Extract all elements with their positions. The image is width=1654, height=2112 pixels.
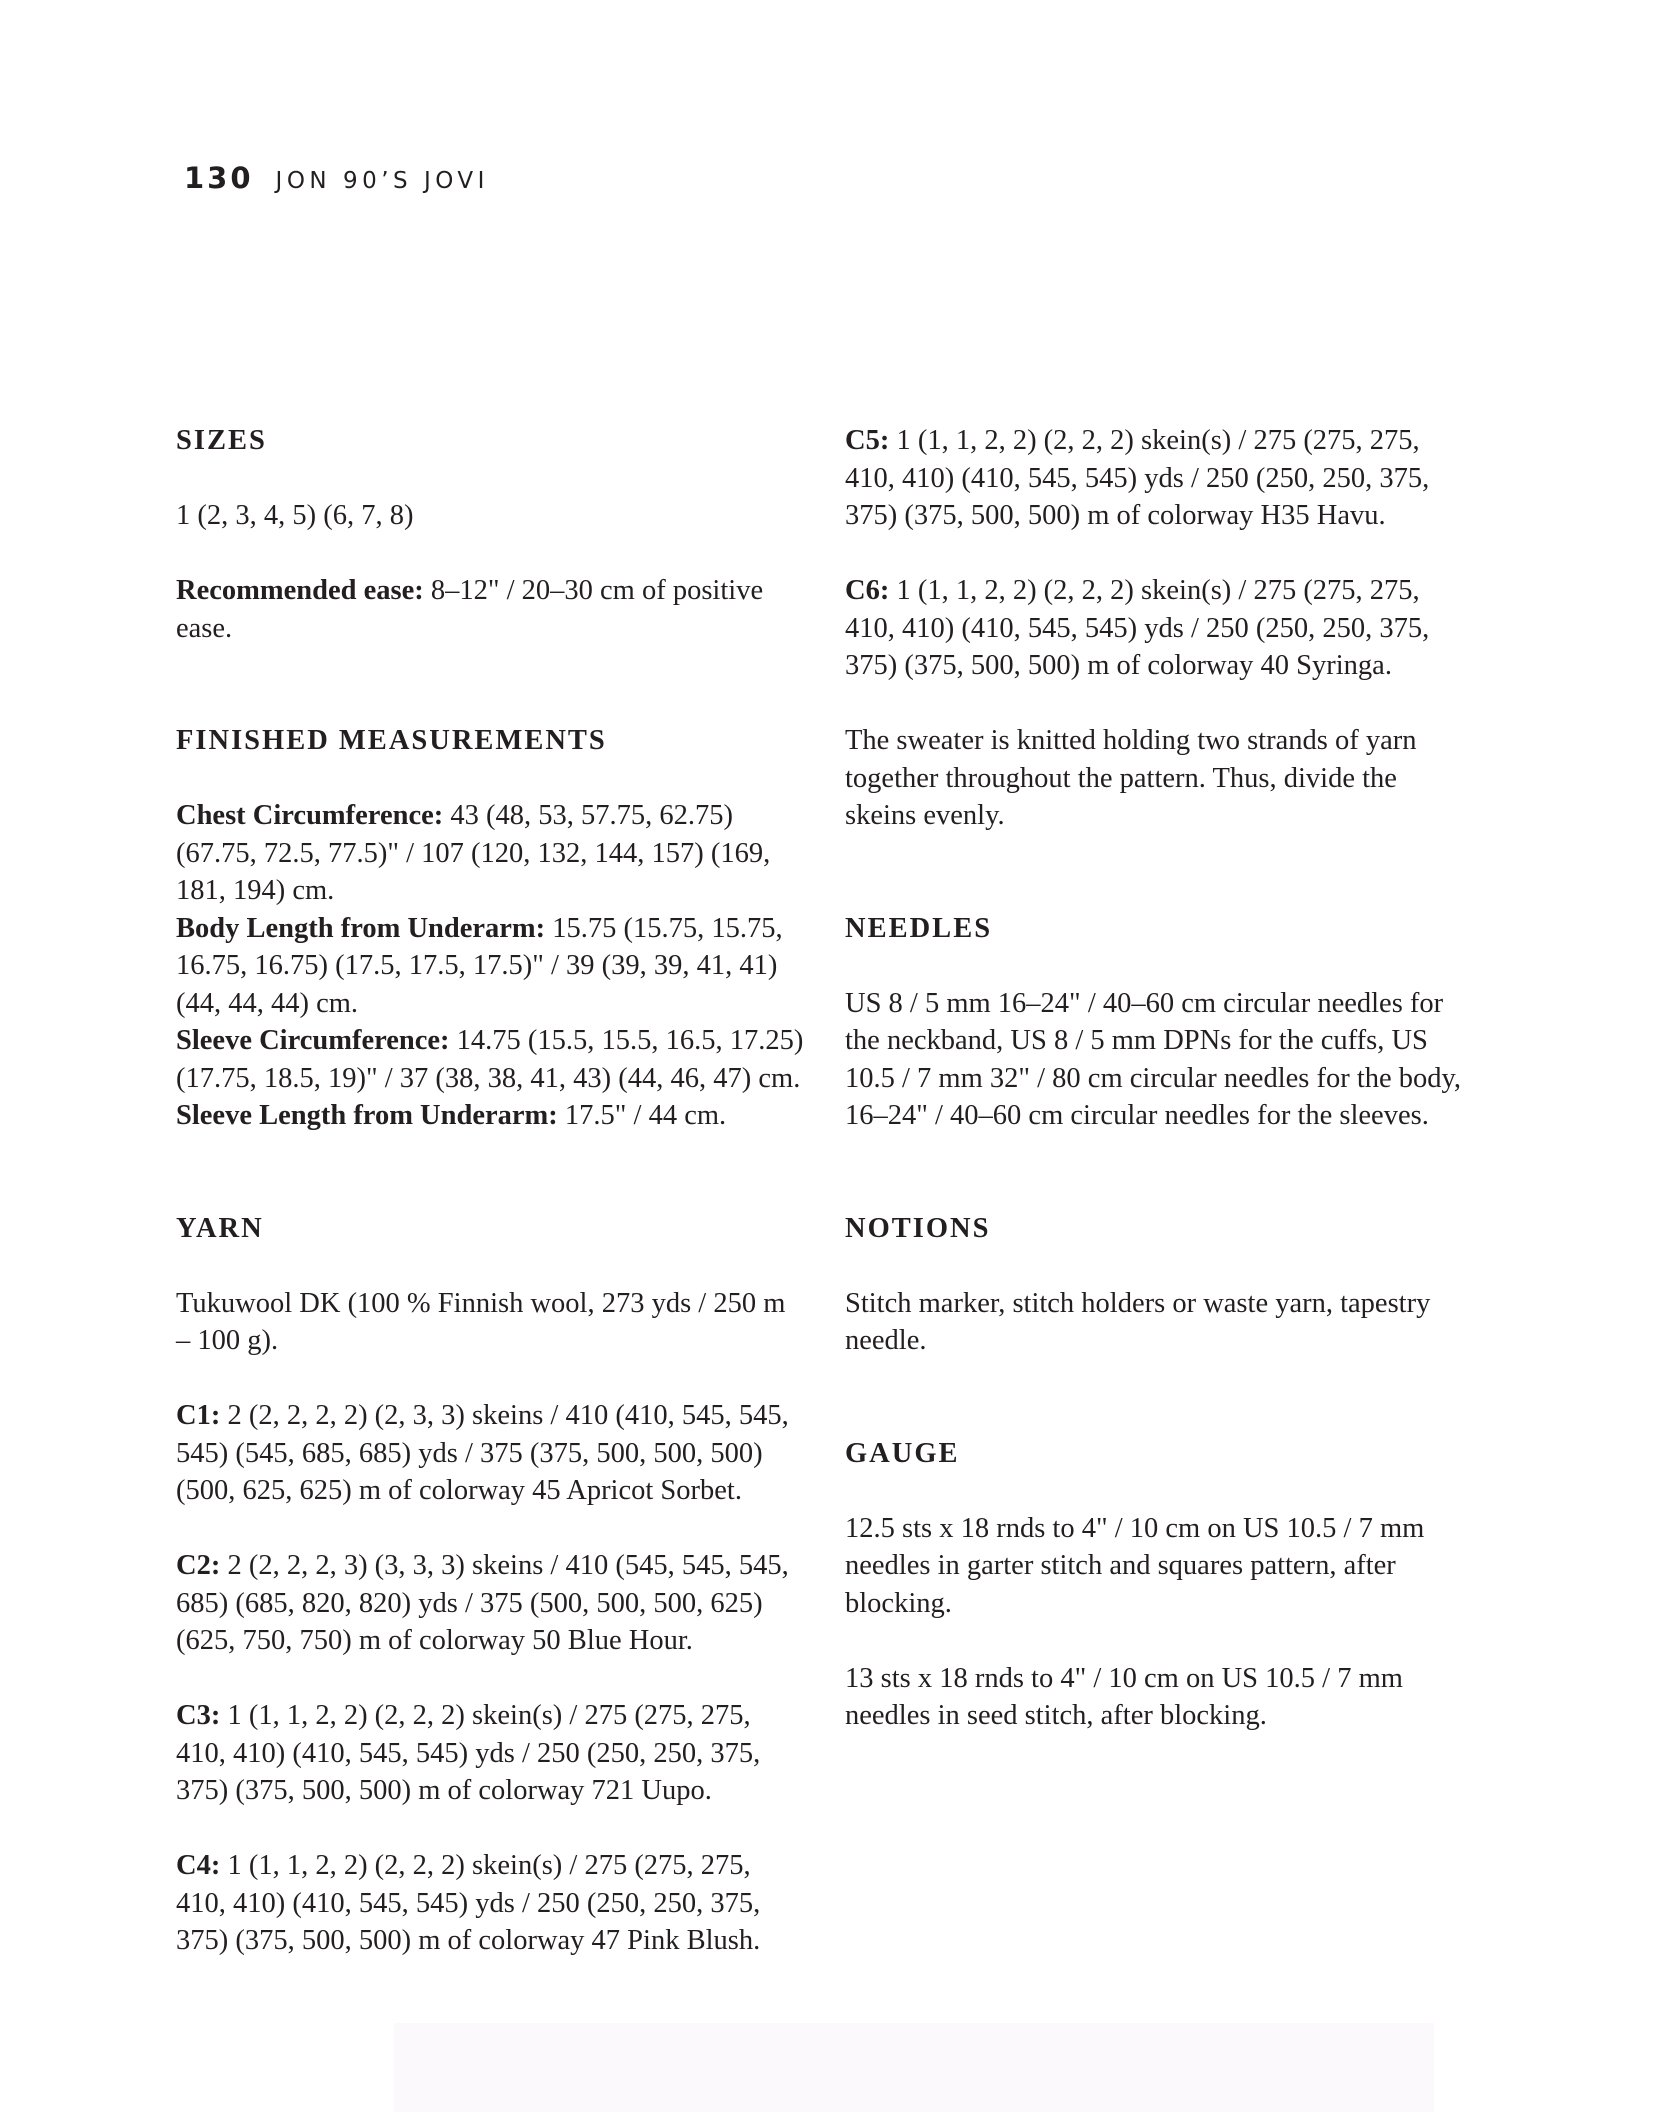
c4-text: 1 (1, 1, 2, 2) (2, 2, 2) skein(s) / 275 (275, 275, 410, 410) (410, 545, 545) yds / 250 (250, 250, 375, 375) (375, 500, 500) m of colorway 47 Pink Blush. <box>176 1850 761 1956</box>
needles-text: US 8 / 5 mm 16–24" / 40–60 cm circular needles for the neckband, US 8 / 5 mm DPNs for the cuffs, US 10.5 / 7 mm 32" / 80 cm circular needles for the body, 16–24" / 40–60 cm circular needles for the sleeves. <box>845 987 1462 1131</box>
c5-label: C5: <box>845 425 890 456</box>
c1-text: 2 (2, 2, 2, 2) (2, 3, 3) skeins / 410 (410, 545, 545, 545) (545, 685, 685) yds / 375 (375, 500, 500, 500) (500, 625, 625) m of colorway 45 Apricot Sorbet. <box>176 1400 789 1506</box>
sleeve-len-label: Sleeve Length from Underarm: <box>176 1100 558 1131</box>
sleeve-len-text: 17.5" / 44 cm. <box>557 1100 727 1131</box>
body-length-text: 15.75 (15.75, 15.75, 16.75, 16.75) (17.5, 17.5, 17.5)" / 39 (39, 39, 41, 41) (44, 44, 44) cm. <box>176 912 783 1019</box>
right-column <box>845 422 1475 1735</box>
ease-label: Recommended ease: <box>176 575 424 606</box>
sizes-heading: SIZES <box>176 425 267 456</box>
c4-label: C4: <box>176 1850 221 1881</box>
yarn-note: The sweater is knitted holding two strands of yarn together throughout the pattern. Thus, divide the skeins evenly. <box>845 725 1417 831</box>
yarn-c2 <box>176 1547 806 1660</box>
measurements-heading: FINISHED MEASUREMENTS <box>176 725 607 756</box>
sleeve-circ-text: 14.75 (15.5, 15.5, 16.5, 17.25) (17.75, 18.5, 19)" / 37 (38, 38, 41, 43) (44, 46, 47) cm. <box>176 1025 804 1094</box>
book-title: JON 90’S JOVI <box>275 168 489 194</box>
gauge-heading: GAUGE <box>845 1437 960 1469</box>
chest-text: 43 (48, 53, 57.75, 62.75) (67.75, 72.5, 77.5)" / 107 (120, 132, 144, 157) (169, 181, 194) cm. <box>176 800 771 906</box>
yarn-c6 <box>845 572 1475 685</box>
c3-label: C3: <box>176 1700 221 1731</box>
yarn-heading: YARN <box>176 1212 264 1244</box>
c6-label: C6: <box>845 575 890 606</box>
c2-label: C2: <box>176 1550 221 1581</box>
decorative-color-block <box>394 2023 1434 2112</box>
c2-text: 2 (2, 2, 2, 3) (3, 3, 3) skeins / 410 (545, 545, 545, 685) (685, 820, 820) yds / 375 (500, 500, 500, 625) (625, 750, 750) m of colorway 50 Blue Hour. <box>176 1550 789 1656</box>
yarn-c5 <box>845 422 1475 535</box>
left-column <box>176 422 806 1960</box>
sleeve-circumference <box>176 1022 806 1097</box>
sizes-values: 1 (2, 3, 4, 5) (6, 7, 8) <box>176 500 414 531</box>
c3-text: 1 (1, 1, 2, 2) (2, 2, 2) skein(s) / 275 (275, 275, 410, 410) (410, 545, 545) yds / 250 (250, 250, 375, 375) (375, 500, 500) m of colorway 721 Uupo. <box>176 1700 761 1806</box>
c1-label: C1: <box>176 1400 221 1431</box>
notions-heading: NOTIONS <box>845 1212 991 1244</box>
sleeve-length <box>176 1097 806 1135</box>
yarn-c1 <box>176 1397 806 1510</box>
ease-text: 8–12" / 20–30 cm of positive ease. <box>176 575 764 644</box>
yarn-c3 <box>176 1697 806 1810</box>
chest-label: Chest Circumference: <box>176 800 444 831</box>
running-head <box>184 161 489 195</box>
gauge-text-1: 12.5 sts x 18 rnds to 4" / 10 cm on US 10.5 / 7 mm needles in garter stitch and squares pattern, after blocking. <box>845 1512 1425 1619</box>
chest-circumference <box>176 797 806 910</box>
sleeve-circ-label: Sleeve Circumference: <box>176 1025 450 1056</box>
notions-text: Stitch marker, stitch holders or waste yarn, tapestry needle. <box>845 1287 1431 1356</box>
ease-paragraph <box>176 572 806 647</box>
gauge-text-2: 13 sts x 18 rnds to 4" / 10 cm on US 10.5 / 7 mm needles in seed stitch, after blocking. <box>845 1662 1403 1731</box>
yarn-c4 <box>176 1847 806 1960</box>
page-number: 130 <box>184 161 254 195</box>
body-length-label: Body Length from Underarm: <box>176 912 546 944</box>
yarn-description: Tukuwool DK (100 % Finnish wool, 273 yds / 250 m – 100 g). <box>176 1287 786 1356</box>
c6-text: 1 (1, 1, 2, 2) (2, 2, 2) skein(s) / 275 (275, 275, 410, 410) (410, 545, 545) yds / 250 (250, 250, 375, 375) (375, 500, 500) m of colorway 40 Syringa. <box>845 575 1430 681</box>
needles-heading: NEEDLES <box>845 912 993 944</box>
body-length <box>176 910 806 1023</box>
c5-text: 1 (1, 1, 2, 2) (2, 2, 2) skein(s) / 275 (275, 275, 410, 410) (410, 545, 545) yds / 250 (250, 250, 375, 375) (375, 500, 500) m of colorway H35 Havu. <box>845 425 1430 531</box>
